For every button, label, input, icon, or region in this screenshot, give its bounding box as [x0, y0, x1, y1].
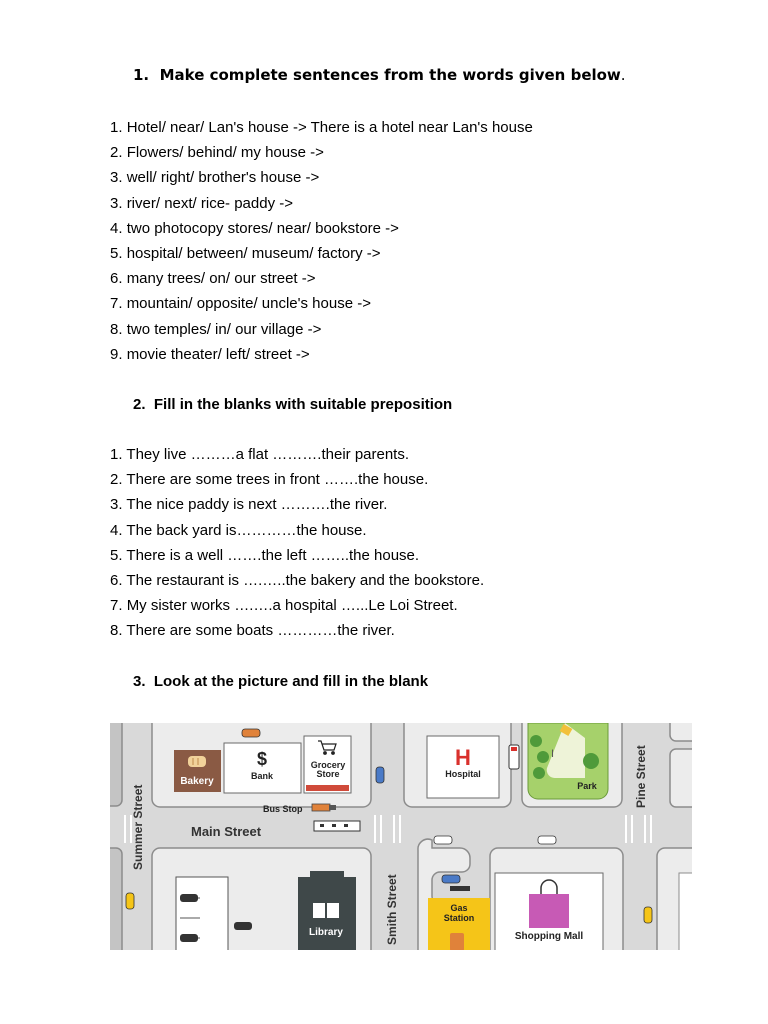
- section3-title: Look at the picture and fill in the blank: [153, 673, 429, 690]
- sentence-item: [110, 115, 533, 140]
- sentence-item: [110, 191, 533, 216]
- grocery-label-line2: Store: [316, 769, 340, 779]
- sentence-item-number: 4.: [110, 219, 123, 237]
- blank-item: [110, 492, 484, 517]
- blank-item-number: 1.: [110, 446, 123, 463]
- section1-title: Make complete sentences from the words given below: [159, 66, 621, 84]
- sentence-item-number: 8.: [110, 320, 123, 338]
- sentence-item-number: 6.: [110, 270, 123, 288]
- sentence-item-number: 5.: [110, 244, 123, 262]
- blank-item-text: The back yard is…………the house.: [126, 521, 367, 539]
- grocery-store-building: [304, 736, 351, 793]
- grocery-label-line1: Grocery: [310, 760, 346, 770]
- dollar-icon: $: [256, 749, 268, 769]
- sentence-item: [110, 266, 533, 291]
- shopping-mall: [495, 873, 603, 950]
- section1-list: [110, 115, 533, 367]
- gas-label-line2: Station: [443, 913, 475, 923]
- sentence-item-number: 7.: [110, 295, 123, 313]
- sentence-item-number: 3.: [110, 194, 123, 212]
- sentence-item: [110, 342, 533, 367]
- sentence-item: [110, 165, 533, 190]
- blank-item: [110, 467, 484, 492]
- bakery-label: Bakery: [180, 776, 214, 787]
- section2-number: 2.: [133, 396, 146, 413]
- blank-item-text: There is a well …….the left ……..the house.: [126, 546, 420, 564]
- blank-item-number: 5.: [110, 546, 123, 564]
- blank-item-text: My sister works ….….a hospital …...Le Loi Street.: [126, 597, 458, 615]
- summer-street-label: Summer Street: [131, 784, 145, 870]
- sentence-item-text: well/ right/ brother's house ->: [126, 169, 320, 187]
- section2-heading: [133, 396, 452, 413]
- sentence-item: [110, 317, 533, 342]
- blank-item: [110, 518, 484, 543]
- pine-street-label: Pine Street: [634, 745, 648, 808]
- sentence-item-text: two temples/ in/ our village ->: [126, 320, 322, 338]
- section1-heading: [133, 66, 626, 84]
- library-building: [298, 871, 356, 950]
- bank-label: Bank: [250, 771, 274, 781]
- bread-icon: [188, 756, 206, 767]
- town-map: [110, 723, 692, 950]
- sentence-item-text: mountain/ opposite/ uncle's house ->: [126, 295, 371, 313]
- sentence-item-number: 9.: [110, 345, 123, 363]
- section2-title: Fill in the blanks with suitable preposition: [153, 396, 453, 413]
- sentence-item-text: hospital/ between/ museum/ factory ->: [126, 244, 381, 262]
- park: [528, 723, 608, 799]
- sentence-item: [110, 241, 533, 266]
- blank-item-text: The restaurant is ….…..the bakery and the bookstore.: [126, 571, 485, 589]
- bakery-building: [174, 750, 221, 792]
- svg-text:I: I: [551, 748, 555, 760]
- bus-stop-label: Bus Stop: [263, 804, 303, 814]
- section1-number: 1.: [133, 66, 150, 84]
- sentence-item-text: river/ next/ rice- paddy ->: [126, 194, 293, 212]
- section1-period: .: [620, 66, 626, 84]
- fuel-pump-icon: [450, 933, 464, 950]
- park-label: Park: [577, 781, 597, 791]
- section2-list: [110, 442, 484, 644]
- blank-item-number: 2.: [110, 471, 123, 489]
- sentence-item-text: movie theater/ left/ street ->: [126, 345, 310, 363]
- blank-item-number: 4.: [110, 521, 123, 539]
- hospital-label: Hospital: [445, 769, 481, 779]
- blank-item-number: 3.: [110, 496, 123, 514]
- blank-item-text: They live ………a flat ……….their parents.: [126, 446, 410, 463]
- sentence-item: [110, 140, 533, 165]
- smith-street-label: Smith Street: [385, 874, 399, 945]
- sentence-item-text: Hotel/ near/ Lan's house -> There is a hotel near Lan's house: [126, 119, 533, 136]
- blank-item: [110, 568, 484, 593]
- blank-item: [110, 593, 484, 618]
- sentence-item-number: 2.: [110, 144, 123, 162]
- sentence-item-number: 3.: [110, 169, 123, 187]
- blank-item: [110, 442, 484, 467]
- blank-item: [110, 543, 484, 568]
- sentence-item: [110, 291, 533, 316]
- blank-item-number: 7.: [110, 597, 123, 615]
- sentence-item-text: many trees/ on/ our street ->: [126, 270, 316, 288]
- blank-item: [110, 618, 484, 643]
- library-label: Library: [309, 927, 343, 938]
- bus-icon: [314, 821, 360, 831]
- sentence-item: [110, 216, 533, 241]
- blank-item-number: 8.: [110, 622, 123, 640]
- section3-heading: [133, 673, 428, 690]
- sentence-item-text: Flowers/ behind/ my house ->: [126, 144, 324, 162]
- section3-number: 3.: [133, 673, 146, 690]
- shopping-mall-label: Shopping Mall: [514, 931, 584, 942]
- sentence-item-number: 1.: [110, 119, 123, 136]
- hospital-h-icon: H: [455, 745, 471, 770]
- blank-item-text: The nice paddy is next ……….the river.: [126, 496, 388, 514]
- blank-item-number: 6.: [110, 571, 123, 589]
- blank-item-text: There are some trees in front …….the house.: [126, 471, 429, 489]
- sentence-item-text: two photocopy stores/ near/ bookstore ->: [126, 219, 399, 237]
- main-street-label: Main Street: [191, 824, 262, 839]
- gas-label-line1: Gas: [450, 903, 468, 913]
- bank-building: [224, 743, 301, 793]
- blank-item-text: There are some boats …………the river.: [126, 622, 395, 640]
